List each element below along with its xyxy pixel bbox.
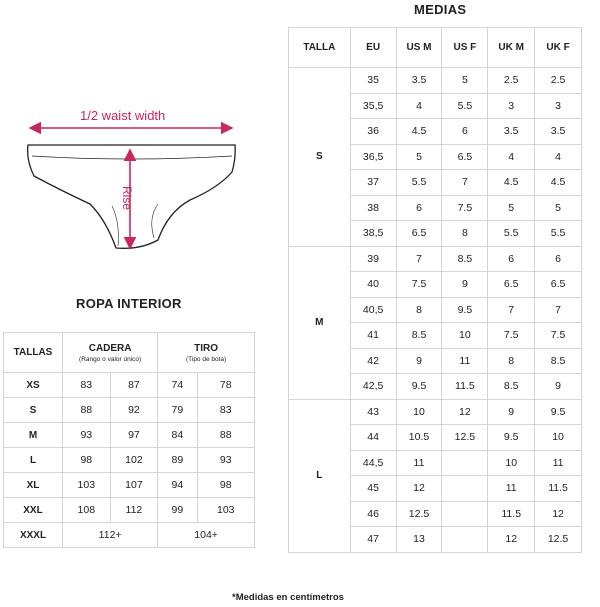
col-usf-header: US F	[442, 28, 488, 68]
table-cell: 102	[110, 448, 158, 473]
table-cell: 4	[535, 144, 582, 170]
table-cell: 12.5	[396, 501, 442, 527]
table-cell	[442, 501, 488, 527]
table-cell	[442, 476, 488, 502]
table-cell: 8	[488, 348, 535, 374]
waist-label: 1/2 waist width	[80, 108, 166, 123]
table-cell: 104+	[158, 523, 255, 548]
footnote: *Medidas en centímetros	[232, 592, 344, 603]
table-cell: 9	[535, 374, 582, 400]
table-cell: XXL	[4, 498, 63, 523]
table-cell: 9	[488, 399, 535, 425]
table-cell: 6	[396, 195, 442, 221]
table-cell: 10	[442, 323, 488, 349]
table-cell: 12	[488, 527, 535, 553]
table-cell: 5.5	[396, 170, 442, 196]
table-cell: 38,5	[350, 221, 396, 247]
table-cell: 36	[350, 119, 396, 145]
table-cell: M	[4, 423, 63, 448]
table-cell	[442, 527, 488, 553]
table-row	[4, 498, 255, 523]
table-cell: 103	[63, 473, 111, 498]
ropa-interior-title: ROPA INTERIOR	[76, 296, 182, 311]
table-row	[289, 68, 582, 94]
table-cell: 7.5	[442, 195, 488, 221]
table-cell: 42,5	[350, 374, 396, 400]
table-cell: 93	[63, 423, 111, 448]
size-group-l: L	[289, 399, 351, 552]
table-cell: 12.5	[535, 527, 582, 553]
table-cell: 4.5	[396, 119, 442, 145]
table-cell: 41	[350, 323, 396, 349]
table-cell: 38	[350, 195, 396, 221]
table-cell: 3	[488, 93, 535, 119]
table-cell: 74	[158, 373, 197, 398]
table-cell	[442, 450, 488, 476]
table-cell: 99	[158, 498, 197, 523]
table-cell: 7	[488, 297, 535, 323]
col-tiro-header: TIRO (Tipo de bota)	[158, 333, 255, 373]
table-cell: 36,5	[350, 144, 396, 170]
table-cell: 7.5	[396, 272, 442, 298]
table-cell: 9.5	[535, 399, 582, 425]
table-row	[289, 246, 582, 272]
rise-label: Rise	[120, 186, 134, 211]
table-row	[4, 473, 255, 498]
table-cell: 8.5	[396, 323, 442, 349]
table-cell: 6.5	[396, 221, 442, 247]
table-cell: 94	[158, 473, 197, 498]
col-tallas-header: TALLAS	[4, 333, 63, 373]
col-cadera-header: CADERA (Rango o valor único)	[63, 333, 158, 373]
table-cell: 4.5	[535, 170, 582, 196]
table-row	[4, 423, 255, 448]
col-eu-header: EU	[350, 28, 396, 68]
table-cell: 10	[396, 399, 442, 425]
size-group-s: S	[289, 68, 351, 247]
table-cell: 45	[350, 476, 396, 502]
table-cell: 40,5	[350, 297, 396, 323]
table-cell: 44	[350, 425, 396, 451]
table-cell: 88	[197, 423, 254, 448]
col-talla-header: TALLA	[289, 28, 351, 68]
table-cell: 3	[535, 93, 582, 119]
table-cell: 9.5	[396, 374, 442, 400]
table-cell: 46	[350, 501, 396, 527]
col-usm-header: US M	[396, 28, 442, 68]
table-cell: 5	[396, 144, 442, 170]
table-cell: 3.5	[535, 119, 582, 145]
table-cell: 11	[442, 348, 488, 374]
table-cell: 10	[535, 425, 582, 451]
table-cell: 87	[110, 373, 158, 398]
underwear-diagram	[20, 100, 250, 260]
table-row	[4, 373, 255, 398]
table-cell: 10	[488, 450, 535, 476]
table-cell: 89	[158, 448, 197, 473]
table-cell: 8.5	[442, 246, 488, 272]
table-cell: 7	[535, 297, 582, 323]
table-cell: 92	[110, 398, 158, 423]
medias-table	[288, 27, 582, 553]
table-cell: 4.5	[488, 170, 535, 196]
table-cell: 83	[197, 398, 254, 423]
table-cell: XL	[4, 473, 63, 498]
table-row	[4, 398, 255, 423]
table-cell: 5	[488, 195, 535, 221]
col-ukf-header: UK F	[535, 28, 582, 68]
table-cell: 112+	[63, 523, 158, 548]
table-cell: 6.5	[488, 272, 535, 298]
table-cell: 5.5	[442, 93, 488, 119]
table-cell: 37	[350, 170, 396, 196]
table-cell: 97	[110, 423, 158, 448]
table-cell: 11	[396, 450, 442, 476]
table-cell: 6.5	[535, 272, 582, 298]
table-cell: 12	[396, 476, 442, 502]
table-cell: 5.5	[488, 221, 535, 247]
table-cell: 13	[396, 527, 442, 553]
table-cell: 10.5	[396, 425, 442, 451]
table-cell: 7	[396, 246, 442, 272]
col-ukm-header: UK M	[488, 28, 535, 68]
table-cell: 6	[442, 119, 488, 145]
table-cell: 9	[442, 272, 488, 298]
table-cell: 8	[396, 297, 442, 323]
table-cell: 11.5	[442, 374, 488, 400]
size-group-m: M	[289, 246, 351, 399]
table-cell: 2.5	[535, 68, 582, 94]
table-cell: 8.5	[535, 348, 582, 374]
table-cell: 2.5	[488, 68, 535, 94]
table-cell: 3.5	[488, 119, 535, 145]
table-cell: 98	[63, 448, 111, 473]
table-cell: XS	[4, 373, 63, 398]
table-cell: 8	[442, 221, 488, 247]
table-cell: L	[4, 448, 63, 473]
table-cell: 3.5	[396, 68, 442, 94]
table-cell: 35	[350, 68, 396, 94]
table-cell: 112	[110, 498, 158, 523]
table-cell: 7.5	[488, 323, 535, 349]
table-cell: 44,5	[350, 450, 396, 476]
table-cell: 4	[396, 93, 442, 119]
table-cell: 12	[535, 501, 582, 527]
table-cell: 6	[535, 246, 582, 272]
table-cell: 83	[63, 373, 111, 398]
table-cell: 4	[488, 144, 535, 170]
table-cell: 47	[350, 527, 396, 553]
table-cell: 35,5	[350, 93, 396, 119]
table-cell: 40	[350, 272, 396, 298]
table-cell: 84	[158, 423, 197, 448]
table-cell: 103	[197, 498, 254, 523]
table-cell: S	[4, 398, 63, 423]
table-cell: 9	[396, 348, 442, 374]
table-cell: 9.5	[488, 425, 535, 451]
table-cell: 6	[488, 246, 535, 272]
table-cell: 11	[488, 476, 535, 502]
medias-title: MEDIAS	[414, 2, 467, 17]
table-cell: XXXL	[4, 523, 63, 548]
table-cell: 11.5	[535, 476, 582, 502]
table-cell: 8.5	[488, 374, 535, 400]
table-cell: 12.5	[442, 425, 488, 451]
table-cell: 108	[63, 498, 111, 523]
table-cell: 11	[535, 450, 582, 476]
table-cell: 78	[197, 373, 254, 398]
table-cell: 42	[350, 348, 396, 374]
table-cell: 12	[442, 399, 488, 425]
table-cell: 39	[350, 246, 396, 272]
table-cell: 7	[442, 170, 488, 196]
table-cell: 6.5	[442, 144, 488, 170]
table-row	[4, 448, 255, 473]
table-cell: 11.5	[488, 501, 535, 527]
table-row	[289, 399, 582, 425]
table-cell: 5	[442, 68, 488, 94]
table-cell: 88	[63, 398, 111, 423]
table-cell: 93	[197, 448, 254, 473]
table-cell: 79	[158, 398, 197, 423]
table-cell: 7.5	[535, 323, 582, 349]
table-cell: 5.5	[535, 221, 582, 247]
table-cell: 9.5	[442, 297, 488, 323]
table-cell: 5	[535, 195, 582, 221]
table-cell: 43	[350, 399, 396, 425]
table-row	[4, 523, 255, 548]
table-cell: 98	[197, 473, 254, 498]
ropa-interior-table	[3, 332, 255, 548]
table-cell: 107	[110, 473, 158, 498]
